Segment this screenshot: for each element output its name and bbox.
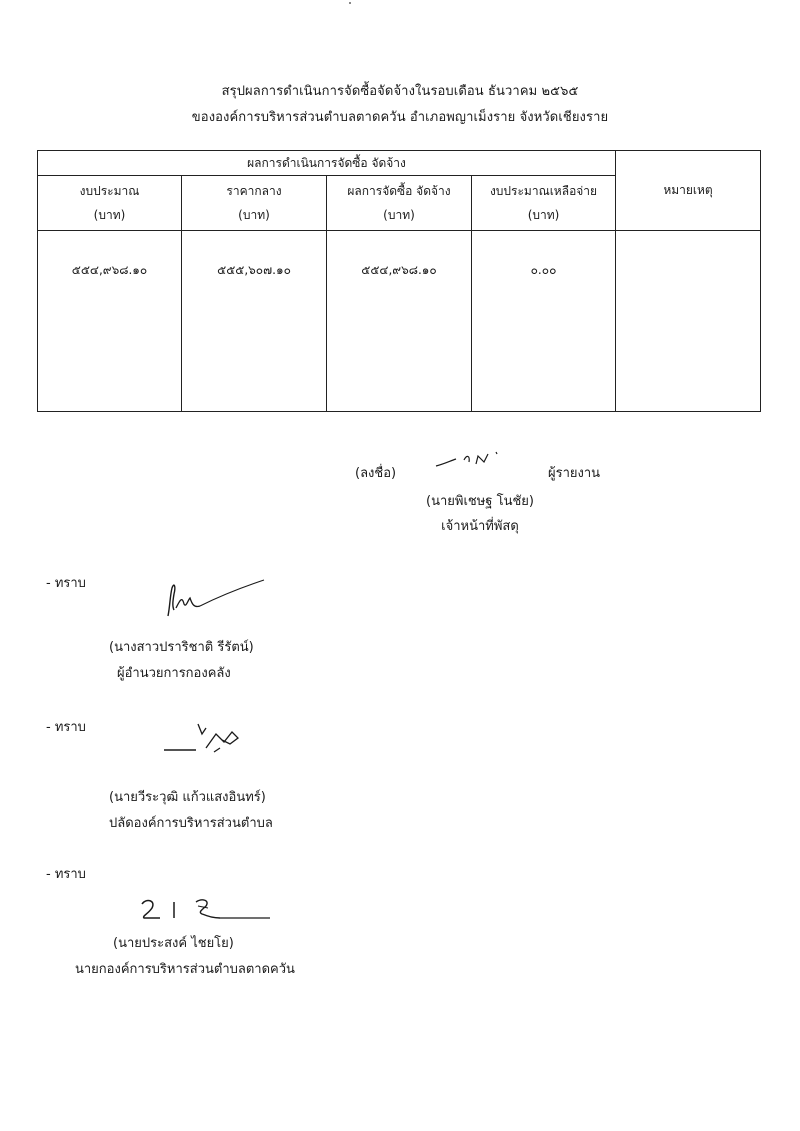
column-header-median-price bbox=[182, 176, 327, 231]
column-unit: (บาท) bbox=[527, 208, 560, 222]
column-unit: (บาท) bbox=[383, 208, 415, 222]
ack-name: (นายประสงค์ ไชยโย) bbox=[113, 936, 234, 951]
scan-dot bbox=[349, 2, 351, 4]
deputy-chief-signature bbox=[160, 720, 250, 756]
column-header-procurement-result bbox=[327, 176, 472, 231]
ack-position: ผู้อำนวยการกองคลัง bbox=[117, 666, 231, 681]
cell-budget: ๕๕๔,๙๖๘.๑๐ bbox=[38, 231, 182, 412]
cell-remaining-budget: ๐.๐๐ bbox=[472, 231, 616, 412]
column-label: ผลการจัดซื้อ จัดจ้าง bbox=[347, 184, 451, 198]
ack-position: นายกองค์การบริหารส่วนตำบลตาดควัน bbox=[75, 962, 295, 977]
column-unit: (บาท) bbox=[93, 208, 126, 222]
column-header-budget bbox=[38, 176, 182, 231]
reporter-role: ผู้รายงาน bbox=[548, 466, 601, 481]
ack-label: - ทราบ bbox=[46, 867, 86, 882]
column-unit: (บาท) bbox=[238, 208, 270, 222]
ack-label: - ทราบ bbox=[46, 576, 86, 591]
reporter-signature bbox=[434, 448, 514, 474]
sign-prefix: (ลงชื่อ) bbox=[355, 466, 397, 481]
column-header-remaining-budget bbox=[472, 176, 616, 231]
ack-name: (นางสาวปราริชาติ รีรัตน์) bbox=[109, 640, 254, 655]
ack-position: ปลัดองค์การบริหารส่วนตำบล bbox=[109, 816, 273, 831]
reporter-name: (นายพิเชษฐ โนชัย) bbox=[426, 494, 534, 509]
document-title-line1: สรุปผลการดำเนินการจัดซื้อจัดจ้างในรอบเดือน ธันวาคม ๒๕๖๕ bbox=[221, 84, 579, 99]
cell-median-price: ๕๕๕,๖๐๗.๑๐ bbox=[182, 231, 327, 412]
cell-remark bbox=[616, 231, 761, 412]
remarks-header: หมายเหตุ bbox=[616, 151, 761, 231]
column-label: งบประมาณเหลือจ่าย bbox=[489, 184, 598, 198]
finance-director-signature bbox=[160, 578, 270, 620]
table-row bbox=[38, 231, 761, 412]
reporter-position: เจ้าหน้าที่พัสดุ bbox=[441, 519, 519, 534]
column-label: ราคากลาง bbox=[226, 184, 282, 198]
document-title-line2: ขององค์การบริหารส่วนตำบลตาดควัน อำเภอพญาเม็งราย จังหวัดเชียงราย bbox=[191, 110, 609, 125]
procurement-summary-table bbox=[37, 150, 761, 412]
mayor-signature bbox=[136, 896, 276, 922]
ack-label: - ทราบ bbox=[46, 720, 86, 735]
group-header: ผลการดำเนินการจัดซื้อ จัดจ้าง bbox=[38, 151, 616, 176]
ack-name: (นายวีระวุฒิ แก้วแสงอินทร์) bbox=[109, 790, 266, 805]
cell-procurement-result: ๕๕๔,๙๖๘.๑๐ bbox=[327, 231, 472, 412]
column-label: งบประมาณ bbox=[79, 184, 140, 198]
